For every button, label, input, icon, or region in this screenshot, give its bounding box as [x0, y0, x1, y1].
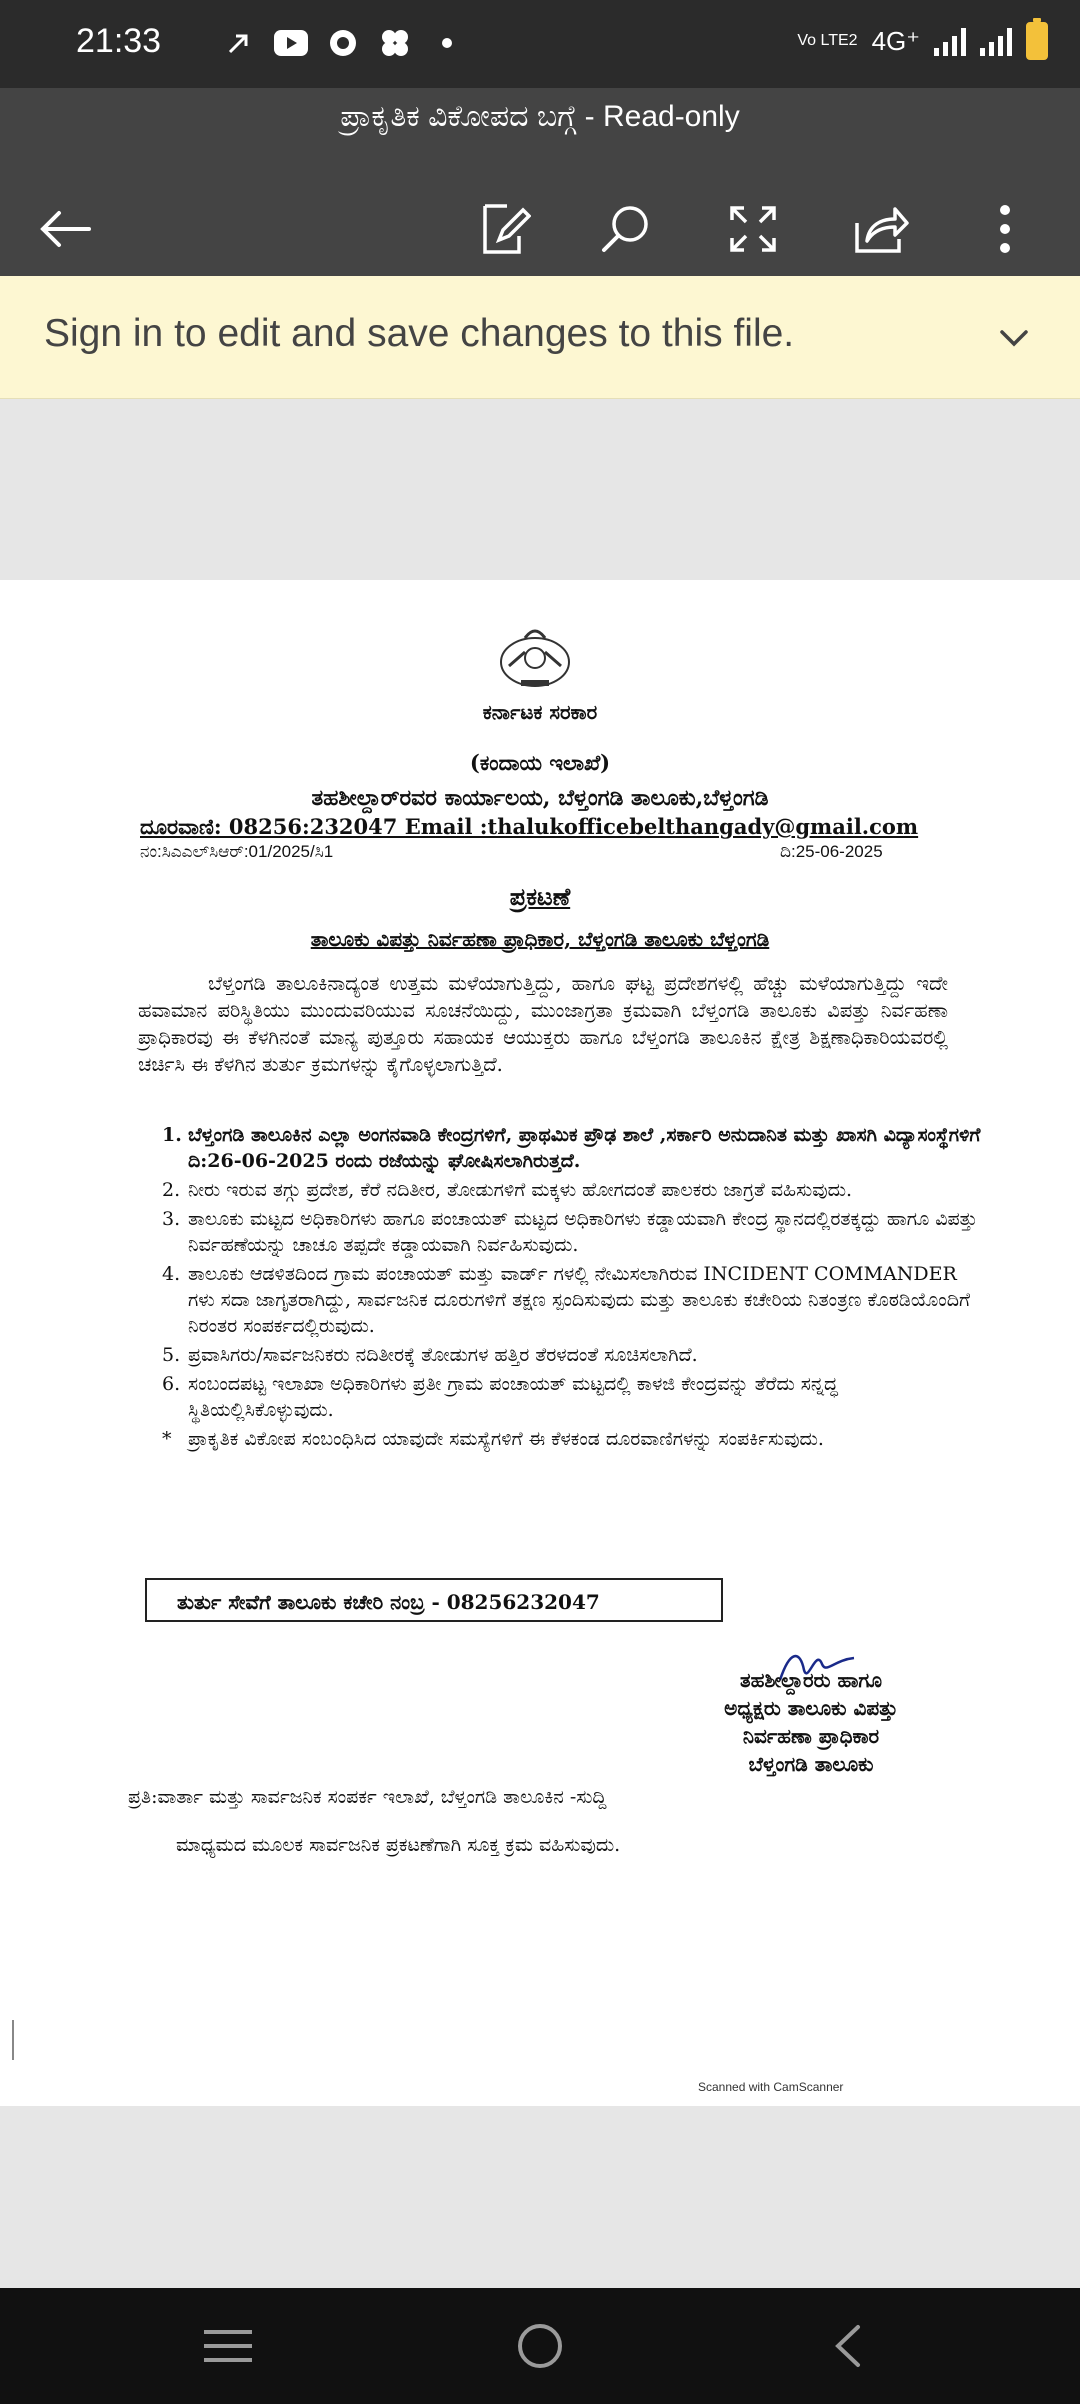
- reference-number: ನಂ:ಸಿಎಎಲ್‌ಸಿಆರ್:01/2025/ಸಿ1: [140, 842, 334, 861]
- app-header: [0, 88, 1080, 276]
- system-status: [797, 22, 1048, 60]
- notice-title: ಪ್ರಕಟಣೆ: [509, 882, 571, 911]
- navigation-bar: [0, 2288, 1080, 2404]
- youtube-icon: [274, 26, 308, 60]
- document-date: ದಿ:25-06-2025: [780, 842, 883, 861]
- fullscreen-button[interactable]: [718, 194, 788, 264]
- document-content: [0, 580, 1080, 2106]
- recent-apps-icon: [202, 2326, 254, 2366]
- expand-icon: [728, 204, 778, 254]
- department-name: (ಕಂದಾಯ ಇಲಾಖೆ): [469, 750, 611, 775]
- list-item: * ಪ್ರಾಕೃತಿಕ ವಿಕೋಪ ಸಂಬಂಧಿಸಿದ ಯಾವುದೇ ಸಮಸ್ಯೆಗಳಿಗೆ ಈ ಕೆಳಕಂಡ ದೂರವಾಣಿಗಳನ್ನು ಸಂಪರ್ಕಿಸುವುದು.: [162, 1428, 824, 1450]
- contact-line: ದೂರವಾಣಿ: 08256:232047 Email :thalukofficebelthangady@gmail.com: [140, 814, 919, 839]
- home-button[interactable]: [508, 2314, 572, 2378]
- chevron-down-icon: [994, 318, 1034, 358]
- notice-subheading: ತಾಲೂಕು ವಿಪತ್ತು ನಿರ್ವಹಣಾ ಪ್ರಾಧಿಕಾರ, ಬೆಳ್ತಂಗಡಿ ತಾಲೂಕು ಬೆಳ್ತಂಗಡಿ: [310, 927, 770, 951]
- whatsapp-icon: [326, 26, 360, 60]
- banner-expand-button[interactable]: [994, 318, 1034, 358]
- signatory-block: [676, 1666, 946, 1778]
- office-name: ತಹಶೀಲ್ದಾರ್‌ರವರ ಕಾರ್ಯಾಲಯ, ಬೆಳ್ತಂಗಡಿ ತಾಲೂಕು,ಬೆಳ್ತಂಗಡಿ: [311, 785, 769, 811]
- copy-to-line: ಪ್ರತಿ:ವಾರ್ತಾ ಮತ್ತು ಸಾರ್ವಜನಿಕ ಸಂಪರ್ಕ ಇಲಾಖೆ, ಬೆಳ್ತಂಗಡಿ ತಾಲೂಕಿನ -ಸುದ್ದಿ: [128, 1786, 607, 1808]
- instruction-list: [136, 1122, 982, 1455]
- list-item: 4. ತಾಲೂಕು ಆಡಳಿತದಿಂದ ಗ್ರಾಮ ಪಂಚಾಯತ್ ಮತ್ತು ವಾರ್ಡ್ ಗಳಲ್ಲಿ ನೇಮಿಸಲಾಗಿರುವ INCIDENT COMMANDER ಗಳು ಸದಾ ಜಾಗೃತರಾಗಿದ್ದು, ಸಾರ್ವಜನಿಕ ದೂರುಗಳಿಗೆ ತಕ್ಷಣ ಸ್ಪಂದಿಸುವುದು ಮತ್ತು ತಾಲೂಕು ಕಚೇರಿಯ ನಿತಂತ್ರಣ ಕೊಠಡಿಯೊಂದಿಗೆ ನಿರಂತರ ಸಂಪರ್ಕದಲ್ಲಿರುವುದು.: [162, 1263, 971, 1337]
- list-item: 1. ಬೆಳ್ತಂಗಡಿ ತಾಲೂಕಿನ ಎಲ್ಲಾ ಅಂಗನವಾಡಿ ಕೇಂದ್ರಗಳಿಗೆ, ಪ್ರಾಥಮಿಕ ಪ್ರೌಢ ಶಾಲೆ ,ಸರ್ಕಾರಿ ಅನುದಾನಿತ ಮತ್ತು ಖಾಸಗಿ ವಿದ್ಯಾಸಂಸ್ಥೆಗಳಿಗೆ ದಿ:26-06-2025 ರಂದು ರಜೆಯನ್ನು ಘೋಷಿಸಲಾಗಿರುತ್ತದೆ.: [162, 1124, 981, 1172]
- more-vertical-icon: [998, 204, 1012, 254]
- notification-arrow-icon: [222, 26, 256, 60]
- pinwheel-icon: [378, 26, 412, 60]
- battery-icon: [1026, 22, 1048, 60]
- sign-in-banner[interactable]: [0, 276, 1080, 399]
- signal-strength-icon: [934, 26, 966, 56]
- copy-to-line-2: ಮಾಧ್ಯಮದ ಮೂಲಕ ಸಾರ್ವಜನಿಕ ಪ್ರಕಟಣೆಗಾಗಿ ಸೂಕ್ತ ಕ್ರಮ ವಹಿಸುವುದು.: [176, 1834, 621, 1856]
- signal-strength-2-icon: [980, 26, 1012, 56]
- dot-icon: [430, 26, 464, 60]
- back-button[interactable]: [30, 194, 100, 264]
- back-icon: [828, 2321, 868, 2371]
- status-time: 21:33: [76, 22, 162, 60]
- status-bar: [0, 0, 1080, 88]
- government-emblem-icon: [495, 622, 575, 692]
- recent-apps-button[interactable]: [196, 2314, 260, 2378]
- document-title: ಪ್ರಾಕೃತಿಕ ವಿಕೋಪದ ಬಗ್ಗೆ - Read-only: [340, 100, 740, 133]
- banner-message: Sign in to edit and save changes to this file.: [44, 312, 795, 355]
- edit-button[interactable]: [470, 194, 540, 264]
- signatory-line: ಬೆಳ್ತಂಗಡಿ ತಾಲೂಕು: [748, 1752, 874, 1776]
- home-icon: [515, 2321, 565, 2371]
- share-button[interactable]: [846, 194, 916, 264]
- signatory-line: ನಿರ್ವಹಣಾ ಪ್ರಾಧಿಕಾರ: [742, 1724, 880, 1748]
- more-options-button[interactable]: [970, 194, 1040, 264]
- signatory-line: ಅಧ್ಯಕ್ಷರು ತಾಲೂಕು ವಿಪತ್ತು: [724, 1696, 898, 1720]
- volte-label: Vo LTE2: [797, 32, 858, 49]
- network-type: 4G⁺: [871, 25, 920, 56]
- list-item: 3. ತಾಲೂಕು ಮಟ್ಟದ ಅಧಿಕಾರಿಗಳು ಹಾಗೂ ಪಂಚಾಯತ್ ಮಟ್ಟದ ಅಧಿಕಾರಿಗಳು ಕಡ್ಡಾಯವಾಗಿ ಕೇಂದ್ರ ಸ್ಥಾನದಲ್ಲಿರತಕ್ಕದ್ದು ಹಾಗೂ ವಿಪತ್ತು ನಿರ್ವಹಣೆಯನ್ನು ಚಾಚೂ ತಪ್ಪದೇ ಕಡ್ಡಾಯವಾಗಿ ನಿರ್ವಹಿಸುವುದು.: [162, 1208, 978, 1256]
- search-button[interactable]: [590, 194, 660, 264]
- system-back-button[interactable]: [816, 2314, 880, 2378]
- signatory-line: ತಹಶೀಲ್ದಾರರು ಹಾಗೂ: [739, 1668, 882, 1692]
- helpline-box: ತುರ್ತು ಸೇವೆಗೆ ತಾಲೂಕು ಕಚೇರಿ ನಂಬ್ರ - 08256232047: [145, 1578, 723, 1622]
- notification-icons: [222, 26, 464, 60]
- list-item: 5. ಪ್ರವಾಸಿಗರು/ಸಾರ್ವಜನಿಕರು ನದಿತೀರಕ್ಕೆ ತೋಡುಗಳ ಹತ್ತಿರ ತೆರಳದಂತೆ ಸೂಚಿಸಲಾಗಿದೆ.: [162, 1344, 698, 1366]
- toolbar: [0, 180, 1080, 276]
- list-item: 2. ನೀರು ಇರುವ ತಗ್ಗು ಪ್ರದೇಶ, ಕೆರೆ ನದಿತೀರ, ತೋಡುಗಳಿಗೆ ಮಕ್ಕಳು ಹೋಗದಂತೆ ಪಾಲಕರು ಜಾಗ್ರತೆ ವಹಿಸುವುದು.: [162, 1179, 853, 1201]
- government-name: ಕರ್ನಾಟಕ ಸರಕಾರ: [482, 700, 598, 724]
- scan-margin-mark: [12, 2020, 14, 2060]
- arrow-left-icon: [37, 209, 93, 249]
- share-icon: [853, 203, 909, 255]
- document-page[interactable]: [0, 580, 1080, 2106]
- edit-document-icon: [479, 202, 531, 256]
- search-icon: [598, 202, 652, 256]
- list-item: 6. ಸಂಬಂದಪಟ್ಟ ಇಲಾಖಾ ಅಧಿಕಾರಿಗಳು ಪ್ರತೀ ಗ್ರಾಮ ಪಂಚಾಯತ್ ಮಟ್ಟದಲ್ಲಿ ಕಾಳಜಿ ಕೇಂದ್ರವನ್ನು ತೆರೆದು ಸನ್ನದ್ಧ ಸ್ಥಿತಿಯಲ್ಲಿಸಿಕೊಳ್ಳುವುದು.: [162, 1373, 838, 1421]
- notice-paragraph: ಬೆಳ್ತಂಗಡಿ ತಾಲೂಕಿನಾದ್ಯಂತ ಉತ್ತಮ ಮಳೆಯಾಗುತ್ತಿದ್ದು, ಹಾಗೂ ಘಟ್ಟ ಪ್ರದೇಶಗಳಲ್ಲಿ ಹೆಚ್ಚು ಮಳೆಯಾಗುತ್ತಿದ್ದು ಇದೇ ಹವಾಮಾನ ಪರಿಸ್ಥಿತಿಯು ಮುಂದುವರಿಯುವ ಸೂಚನೆಯಿದ್ದು, ಮುಂಜಾಗ್ರತಾ ಕ್ರಮವಾಗಿ ಬೆಳ್ತಂಗಡಿ ತಾಲೂಕು ವಿಪತ್ತು ನಿರ್ವಹಣಾ ಪ್ರಾಧಿಕಾರವು ಈ ಕೆಳಗಿನಂತೆ ಮಾನ್ಯ ಪುತ್ತೂರು ಸಹಾಯಕ ಆಯುಕ್ತರು ಹಾಗೂ ಬೆಳ್ತಂಗಡಿ ತಾಲೂಕಿನ ಕ್ಷೇತ್ರ ಶಿಕ್ಷಣಾಧಿಕಾರಿಯವರಲ್ಲಿ ಚರ್ಚಿಸಿ ಈ ಕೆಳಗಿನ ತುರ್ತು ಕ್ರಮಗಳನ್ನು ಕೈಗೊಳ್ಳಲಾಗುತ್ತಿದೆ.: [138, 972, 948, 1076]
- scanner-watermark: Scanned with CamScanner: [698, 2080, 844, 2094]
